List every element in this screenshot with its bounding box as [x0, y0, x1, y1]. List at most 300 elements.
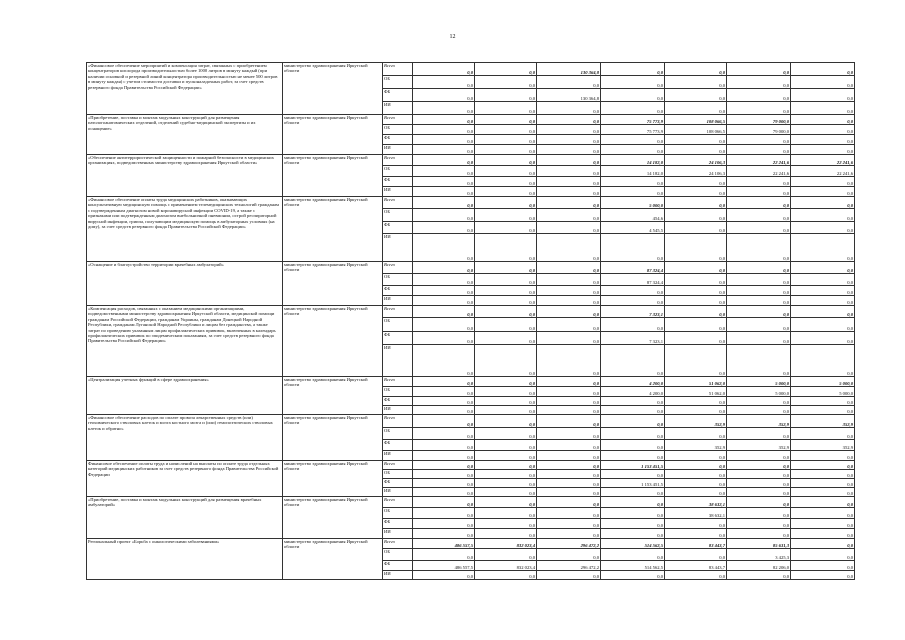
amount-cell: 0,0	[475, 428, 537, 440]
amount-cell: 0,0	[727, 63, 791, 76]
funding-source: ОБ	[383, 209, 413, 222]
amount-cell: 0,0	[791, 187, 855, 197]
amount-cell: 0,0	[727, 76, 791, 89]
funding-source: ИИ	[383, 451, 413, 461]
amount-cell: 0,0	[537, 296, 601, 306]
amount-cell: 0,0	[727, 397, 791, 406]
amount-cell: 85 631,3	[727, 539, 791, 549]
amount-cell: 832 023,4	[475, 539, 537, 549]
amount-cell: 0,0	[413, 76, 475, 89]
funding-source: ИИ	[383, 406, 413, 415]
amount-cell: 0,0	[727, 145, 791, 155]
responsible-executor: министерство здравоохранения Иркутской области	[283, 497, 383, 539]
amount-cell: 0,0	[537, 519, 601, 529]
amount-cell: 0,0	[475, 479, 537, 488]
amount-cell: 0,0	[665, 286, 727, 296]
amount-cell: 0,0	[601, 508, 665, 519]
amount-cell: 0,0	[413, 222, 475, 234]
amount-cell: 0,0	[537, 529, 601, 539]
amount-cell: 514 562,5	[601, 539, 665, 549]
amount-cell: 0,0	[413, 145, 475, 155]
amount-cell: 0,0	[537, 135, 601, 145]
amount-cell: 0,0	[791, 497, 855, 508]
amount-cell: 0,0	[727, 197, 791, 209]
funding-source: Всего	[383, 415, 413, 428]
table-row	[87, 377, 855, 387]
amount-cell: 83 443,7	[665, 561, 727, 571]
amount-cell: 0,0	[727, 451, 791, 461]
funding-source: ИИ	[383, 571, 413, 580]
table-row	[87, 539, 855, 549]
amount-cell: 296 472,2	[537, 561, 601, 571]
amount-cell: 0,0	[665, 135, 727, 145]
amount-cell: 0,0	[413, 428, 475, 440]
measure-description: «Компенсация расходов, связанных с оказанием медицинскими организациями, подведомственными министерству здравоохранения Иркутской области, медицинской помощи гражданам Российской Федерации, гражданам Украины, гражданам Донецкой Народной Республики, гражданам Луганской Народной Республики и лицам без гражданства, а также затрат по проведению указанным лицам профилактических прививок, включенных в календарь профилактических прививок по эпидемическим показаниям, за счет средств резервного фонда Правительства Российской Федерации»	[87, 306, 283, 377]
amount-cell: 0,0	[537, 428, 601, 440]
amount-cell: 0,0	[475, 177, 537, 187]
amount-cell: 0,0	[475, 470, 537, 479]
amount-cell: 0,0	[727, 488, 791, 497]
amount-cell: 0,0	[475, 508, 537, 519]
amount-cell: 0,0	[537, 177, 601, 187]
amount-cell: 0,0	[601, 102, 665, 115]
table-row	[87, 262, 855, 274]
amount-cell: 0,0	[537, 508, 601, 519]
amount-cell: 51 062,0	[665, 387, 727, 397]
funding-source: Всего	[383, 115, 413, 125]
table-row	[87, 461, 855, 470]
responsible-executor: министерство здравоохранения Иркутской области	[283, 415, 383, 461]
amount-cell: 1 153 451,5	[601, 479, 665, 488]
amount-cell: 0,0	[791, 488, 855, 497]
funding-source: ФБ	[383, 89, 413, 102]
amount-cell: 0,0	[475, 145, 537, 155]
amount-cell: 352,9	[791, 440, 855, 451]
amount-cell: 0,0	[727, 262, 791, 274]
funding-source: ОБ	[383, 125, 413, 135]
amount-cell: 0,0	[413, 166, 475, 177]
amount-cell: 0,0	[475, 76, 537, 89]
amount-cell: 0,0	[791, 549, 855, 561]
funding-source: ОБ	[383, 470, 413, 479]
amount-cell: 7 323,1	[601, 306, 665, 318]
amount-cell: 5 000,0	[601, 197, 665, 209]
measure-description: «Финансовое обеспечение расходов по оплате провоза лекарственных средств (или) геохимического стволовых клеток и мозга костного мозга и (или) гемопоэтических стволовых клеток и обратно»	[87, 415, 283, 461]
amount-cell: 0,0	[665, 470, 727, 479]
amount-cell: 0,0	[537, 470, 601, 479]
amount-cell: 0,0	[475, 234, 537, 262]
amount-cell: 0,0	[413, 387, 475, 397]
amount-cell: 0,0	[601, 135, 665, 145]
amount-cell: 0,0	[475, 318, 537, 332]
amount-cell: 0,0	[665, 177, 727, 187]
amount-cell: 0,0	[665, 571, 727, 580]
amount-cell: 0,0	[475, 415, 537, 428]
amount-cell: 108 066,5	[665, 115, 727, 125]
responsible-executor: министерство здравоохранения Иркутской области	[283, 115, 383, 155]
amount-cell: 352,9	[727, 440, 791, 451]
amount-cell: 0,0	[791, 135, 855, 145]
amount-cell: 38 632,1	[665, 497, 727, 508]
amount-cell: 0,0	[727, 296, 791, 306]
amount-cell: 0,0	[475, 209, 537, 222]
funding-source: ФБ	[383, 177, 413, 187]
amount-cell: 0,0	[791, 145, 855, 155]
amount-cell: 0,0	[537, 125, 601, 135]
amount-cell: 0,0	[475, 345, 537, 377]
table-row	[87, 197, 855, 209]
amount-cell: 0,0	[475, 115, 537, 125]
measure-description: «Приобретение, поставка и монтаж модульных конструкций для размещения патологоанатомических отделений, отделений судебно-медицинской экспертизы и их оснащение»	[87, 115, 283, 155]
amount-cell: 0,0	[665, 549, 727, 561]
amount-cell: 0,0	[537, 166, 601, 177]
amount-cell: 0,0	[475, 571, 537, 580]
amount-cell: 0,0	[791, 406, 855, 415]
amount-cell: 0,0	[601, 63, 665, 76]
amount-cell: 3 425,3	[727, 549, 791, 561]
funding-source: ИИ	[383, 102, 413, 115]
amount-cell: 0,0	[601, 406, 665, 415]
page-number: 12	[449, 34, 456, 40]
funding-source: Всего	[383, 377, 413, 387]
amount-cell: 0,0	[413, 497, 475, 508]
amount-cell: 0,0	[537, 262, 601, 274]
amount-cell: 82 206,0	[727, 561, 791, 571]
amount-cell: 0,0	[727, 470, 791, 479]
amount-cell: 0,0	[537, 197, 601, 209]
amount-cell: 0,0	[791, 508, 855, 519]
amount-cell: 454,6	[601, 209, 665, 222]
amount-cell: 0,0	[413, 115, 475, 125]
funding-source: Всего	[383, 539, 413, 549]
amount-cell: 0,0	[537, 332, 601, 345]
amount-cell: 0,0	[537, 274, 601, 286]
amount-cell: 0,0	[413, 332, 475, 345]
funding-source: ОБ	[383, 76, 413, 89]
amount-cell: 0,0	[665, 262, 727, 274]
amount-cell: 22 241,6	[727, 155, 791, 166]
amount-cell: 14 182,0	[601, 155, 665, 166]
amount-cell: 0,0	[413, 306, 475, 318]
amount-cell: 0,0	[791, 274, 855, 286]
amount-cell: 0,0	[727, 102, 791, 115]
amount-cell: 0,0	[475, 89, 537, 102]
amount-cell: 0,0	[601, 428, 665, 440]
amount-cell: 79 000,0	[727, 115, 791, 125]
amount-cell: 22 241,6	[791, 155, 855, 166]
amount-cell: 0,0	[727, 306, 791, 318]
amount-cell: 0,0	[537, 549, 601, 561]
table-row	[87, 63, 855, 76]
amount-cell: 0,0	[665, 451, 727, 461]
amount-cell: 0,0	[475, 497, 537, 508]
amount-cell: 0,0	[413, 406, 475, 415]
amount-cell: 0,0	[475, 397, 537, 406]
amount-cell: 0,0	[537, 102, 601, 115]
table-row	[87, 306, 855, 318]
amount-cell: 0,0	[537, 209, 601, 222]
amount-cell: 0,0	[727, 345, 791, 377]
amount-cell: 0,0	[601, 177, 665, 187]
amount-cell: 0,0	[791, 519, 855, 529]
amount-cell: 0,0	[791, 222, 855, 234]
amount-cell: 0,0	[537, 222, 601, 234]
funding-source: ОБ	[383, 166, 413, 177]
amount-cell: 75 773,9	[601, 125, 665, 135]
amount-cell: 0,0	[791, 345, 855, 377]
amount-cell: 0,0	[537, 406, 601, 415]
amount-cell: 0,0	[791, 115, 855, 125]
amount-cell: 0,0	[791, 296, 855, 306]
funding-source: ФБ	[383, 135, 413, 145]
amount-cell: 0,0	[665, 89, 727, 102]
amount-cell: 0,0	[727, 89, 791, 102]
amount-cell: 0,0	[727, 406, 791, 415]
amount-cell: 0,0	[413, 479, 475, 488]
funding-source: ФБ	[383, 479, 413, 488]
amount-cell: 0,0	[791, 102, 855, 115]
table-row	[87, 115, 855, 125]
amount-cell: 0,0	[601, 470, 665, 479]
amount-cell: 0,0	[601, 488, 665, 497]
funding-source: ФБ	[383, 222, 413, 234]
amount-cell: 352,9	[727, 415, 791, 428]
amount-cell: 0,0	[413, 415, 475, 428]
amount-cell: 0,0	[791, 234, 855, 262]
amount-cell: 0,0	[665, 345, 727, 377]
budget-table	[86, 62, 855, 580]
measure-description: «Обеспечение антитеррористической защищенности и пожарной безопасности в медицинских организациях, подведомственных министерству здравоохранения Иркутской области»	[87, 155, 283, 197]
amount-cell: 0,0	[475, 332, 537, 345]
amount-cell: 0,0	[413, 209, 475, 222]
amount-cell: 0,0	[413, 135, 475, 145]
amount-cell: 0,0	[791, 332, 855, 345]
amount-cell: 0,0	[537, 571, 601, 580]
amount-cell: 0,0	[727, 479, 791, 488]
amount-cell: 0,0	[475, 461, 537, 470]
amount-cell: 0,0	[665, 306, 727, 318]
amount-cell: 0,0	[727, 508, 791, 519]
amount-cell: 0,0	[601, 519, 665, 529]
amount-cell: 0,0	[727, 177, 791, 187]
amount-cell: 0,0	[413, 397, 475, 406]
amount-cell: 0,0	[601, 549, 665, 561]
amount-cell: 0,0	[791, 197, 855, 209]
amount-cell: 0,0	[475, 125, 537, 135]
table-row	[87, 155, 855, 166]
amount-cell: 0,0	[537, 451, 601, 461]
amount-cell: 87 324,4	[601, 274, 665, 286]
responsible-executor: министерство здравоохранения Иркутской области	[283, 539, 383, 580]
amount-cell: 0,0	[413, 296, 475, 306]
amount-cell: 0,0	[413, 461, 475, 470]
amount-cell: 0,0	[601, 415, 665, 428]
amount-cell: 0,0	[791, 209, 855, 222]
amount-cell: 0,0	[475, 222, 537, 234]
amount-cell: 0,0	[665, 209, 727, 222]
amount-cell: 0,0	[413, 274, 475, 286]
amount-cell: 0,0	[791, 451, 855, 461]
amount-cell: 87 324,4	[601, 262, 665, 274]
amount-cell: 0,0	[601, 296, 665, 306]
amount-cell: 24 106,3	[665, 155, 727, 166]
amount-cell: 0,0	[475, 519, 537, 529]
amount-cell: 4 200,0	[601, 377, 665, 387]
amount-cell: 108 066,5	[665, 125, 727, 135]
amount-cell: 0,0	[475, 488, 537, 497]
amount-cell: 352,9	[791, 415, 855, 428]
amount-cell: 0,0	[413, 571, 475, 580]
amount-cell: 0,0	[727, 497, 791, 508]
amount-cell: 0,0	[791, 397, 855, 406]
amount-cell: 0,0	[727, 529, 791, 539]
funding-source: ФБ	[383, 286, 413, 296]
amount-cell: 0,0	[475, 197, 537, 209]
amount-cell: 14 182,0	[601, 166, 665, 177]
amount-cell: 0,0	[475, 262, 537, 274]
amount-cell: 7 323,1	[601, 332, 665, 345]
amount-cell: 0,0	[475, 187, 537, 197]
amount-cell: 0,0	[475, 387, 537, 397]
amount-cell: 0,0	[601, 76, 665, 89]
amount-cell: 130 364,8	[537, 63, 601, 76]
funding-source: ФБ	[383, 561, 413, 571]
amount-cell: 0,0	[537, 145, 601, 155]
amount-cell: 0,0	[601, 89, 665, 102]
amount-cell: 0,0	[727, 135, 791, 145]
amount-cell: 0,0	[475, 286, 537, 296]
amount-cell: 4 545,5	[601, 222, 665, 234]
funding-source: Всего	[383, 306, 413, 318]
amount-cell: 0,0	[537, 318, 601, 332]
funding-source: ФБ	[383, 332, 413, 345]
funding-source: ОБ	[383, 549, 413, 561]
measure-description: «Оснащение и благоустройство территории врачебных амбулаторий»	[87, 262, 283, 306]
amount-cell: 24 106,3	[665, 166, 727, 177]
funding-source: Всего	[383, 63, 413, 76]
amount-cell: 0,0	[791, 306, 855, 318]
amount-cell: 22 241,6	[791, 166, 855, 177]
funding-source: ИИ	[383, 145, 413, 155]
funding-source: ИИ	[383, 488, 413, 497]
funding-source: ОБ	[383, 318, 413, 332]
amount-cell: 0,0	[665, 222, 727, 234]
measure-description: Финансовое обеспечение оплаты труда и начислений на выплаты по оплате труда отдельных категорий медицинских работников за счет средств резервного фонда Правительства Российской Федерации	[87, 461, 283, 497]
amount-cell: 352,9	[665, 440, 727, 451]
amount-cell: 0,0	[791, 529, 855, 539]
amount-cell: 0,0	[791, 539, 855, 549]
amount-cell: 83 443,7	[665, 539, 727, 549]
amount-cell: 0,0	[475, 63, 537, 76]
amount-cell: 0,0	[475, 102, 537, 115]
amount-cell: 0,0	[791, 461, 855, 470]
funding-source: ИИ	[383, 345, 413, 377]
amount-cell: 0,0	[601, 397, 665, 406]
amount-cell: 0,0	[475, 377, 537, 387]
amount-cell: 5 000,0	[727, 377, 791, 387]
funding-source: ОБ	[383, 508, 413, 519]
amount-cell: 75 773,9	[601, 115, 665, 125]
amount-cell: 0,0	[413, 488, 475, 497]
responsible-executor: министерство здравоохранения Иркутской области	[283, 377, 383, 415]
funding-source: Всего	[383, 197, 413, 209]
amount-cell: 0,0	[537, 115, 601, 125]
table-body	[87, 63, 855, 580]
amount-cell: 0,0	[601, 529, 665, 539]
amount-cell: 22 241,6	[727, 166, 791, 177]
amount-cell: 0,0	[791, 470, 855, 479]
amount-cell: 0,0	[475, 549, 537, 561]
amount-cell: 0,0	[537, 234, 601, 262]
funding-source: Всего	[383, 262, 413, 274]
amount-cell: 0,0	[665, 461, 727, 470]
amount-cell: 0,0	[475, 529, 537, 539]
amount-cell: 0,0	[475, 155, 537, 166]
amount-cell: 0,0	[537, 488, 601, 497]
amount-cell: 0,0	[601, 145, 665, 155]
amount-cell: 0,0	[475, 135, 537, 145]
amount-cell: 0,0	[665, 488, 727, 497]
amount-cell: 1 153 451,5	[601, 461, 665, 470]
amount-cell: 296 472,2	[537, 539, 601, 549]
amount-cell: 0,0	[665, 234, 727, 262]
amount-cell: 0,0	[537, 461, 601, 470]
amount-cell: 0,0	[665, 406, 727, 415]
amount-cell: 0,0	[475, 440, 537, 451]
amount-cell: 0,0	[665, 274, 727, 286]
amount-cell: 0,0	[537, 187, 601, 197]
amount-cell: 0,0	[791, 571, 855, 580]
amount-cell: 0,0	[413, 529, 475, 539]
funding-source: ИИ	[383, 187, 413, 197]
amount-cell: 0,0	[665, 397, 727, 406]
amount-cell: 0,0	[727, 519, 791, 529]
amount-cell: 0,0	[413, 318, 475, 332]
amount-cell: 514 562,5	[601, 561, 665, 571]
responsible-executor: министерство здравоохранения Иркутской области	[283, 63, 383, 115]
amount-cell: 0,0	[791, 428, 855, 440]
amount-cell: 0,0	[601, 187, 665, 197]
amount-cell: 0,0	[413, 102, 475, 115]
amount-cell: 0,0	[537, 345, 601, 377]
amount-cell: 0,0	[413, 187, 475, 197]
amount-cell: 0,0	[413, 451, 475, 461]
amount-cell: 0,0	[727, 234, 791, 262]
funding-source: ФБ	[383, 519, 413, 529]
responsible-executor: министерство здравоохранения Иркутской области	[283, 461, 383, 497]
amount-cell: 0,0	[727, 318, 791, 332]
measure-description: «Финансовое обеспечение мероприятий и компенсация затрат, связанных с приобретением концентраторов кислорода производительностью более 1000 литров в минуту каждый (при наличии основной и резервной линий концентратора производительностью не менее 500 литров в минуту каждая) с учетом стоимости доставки и пусконаладочных работ, за счет средств резервного фонда Правительства Российской Федерации»	[87, 63, 283, 115]
amount-cell: 486 557,5	[413, 539, 475, 549]
amount-cell: 5 000,0	[791, 387, 855, 397]
funding-source: Всего	[383, 155, 413, 166]
amount-cell: 0,0	[665, 63, 727, 76]
amount-cell: 0,0	[601, 345, 665, 377]
amount-cell: 0,0	[791, 318, 855, 332]
funding-source: ФБ	[383, 397, 413, 406]
amount-cell: 0,0	[413, 377, 475, 387]
amount-cell: 0,0	[727, 332, 791, 345]
measure-description: «Приобретение, поставка и монтаж модульных конструкций для размещения врачебных амбулаторий»	[87, 497, 283, 539]
amount-cell: 0,0	[665, 428, 727, 440]
amount-cell: 0,0	[601, 318, 665, 332]
table-row	[87, 497, 855, 508]
funding-source: ИИ	[383, 296, 413, 306]
amount-cell: 0,0	[413, 155, 475, 166]
funding-source: ОБ	[383, 274, 413, 286]
amount-cell: 0,0	[791, 63, 855, 76]
amount-cell: 0,0	[413, 549, 475, 561]
